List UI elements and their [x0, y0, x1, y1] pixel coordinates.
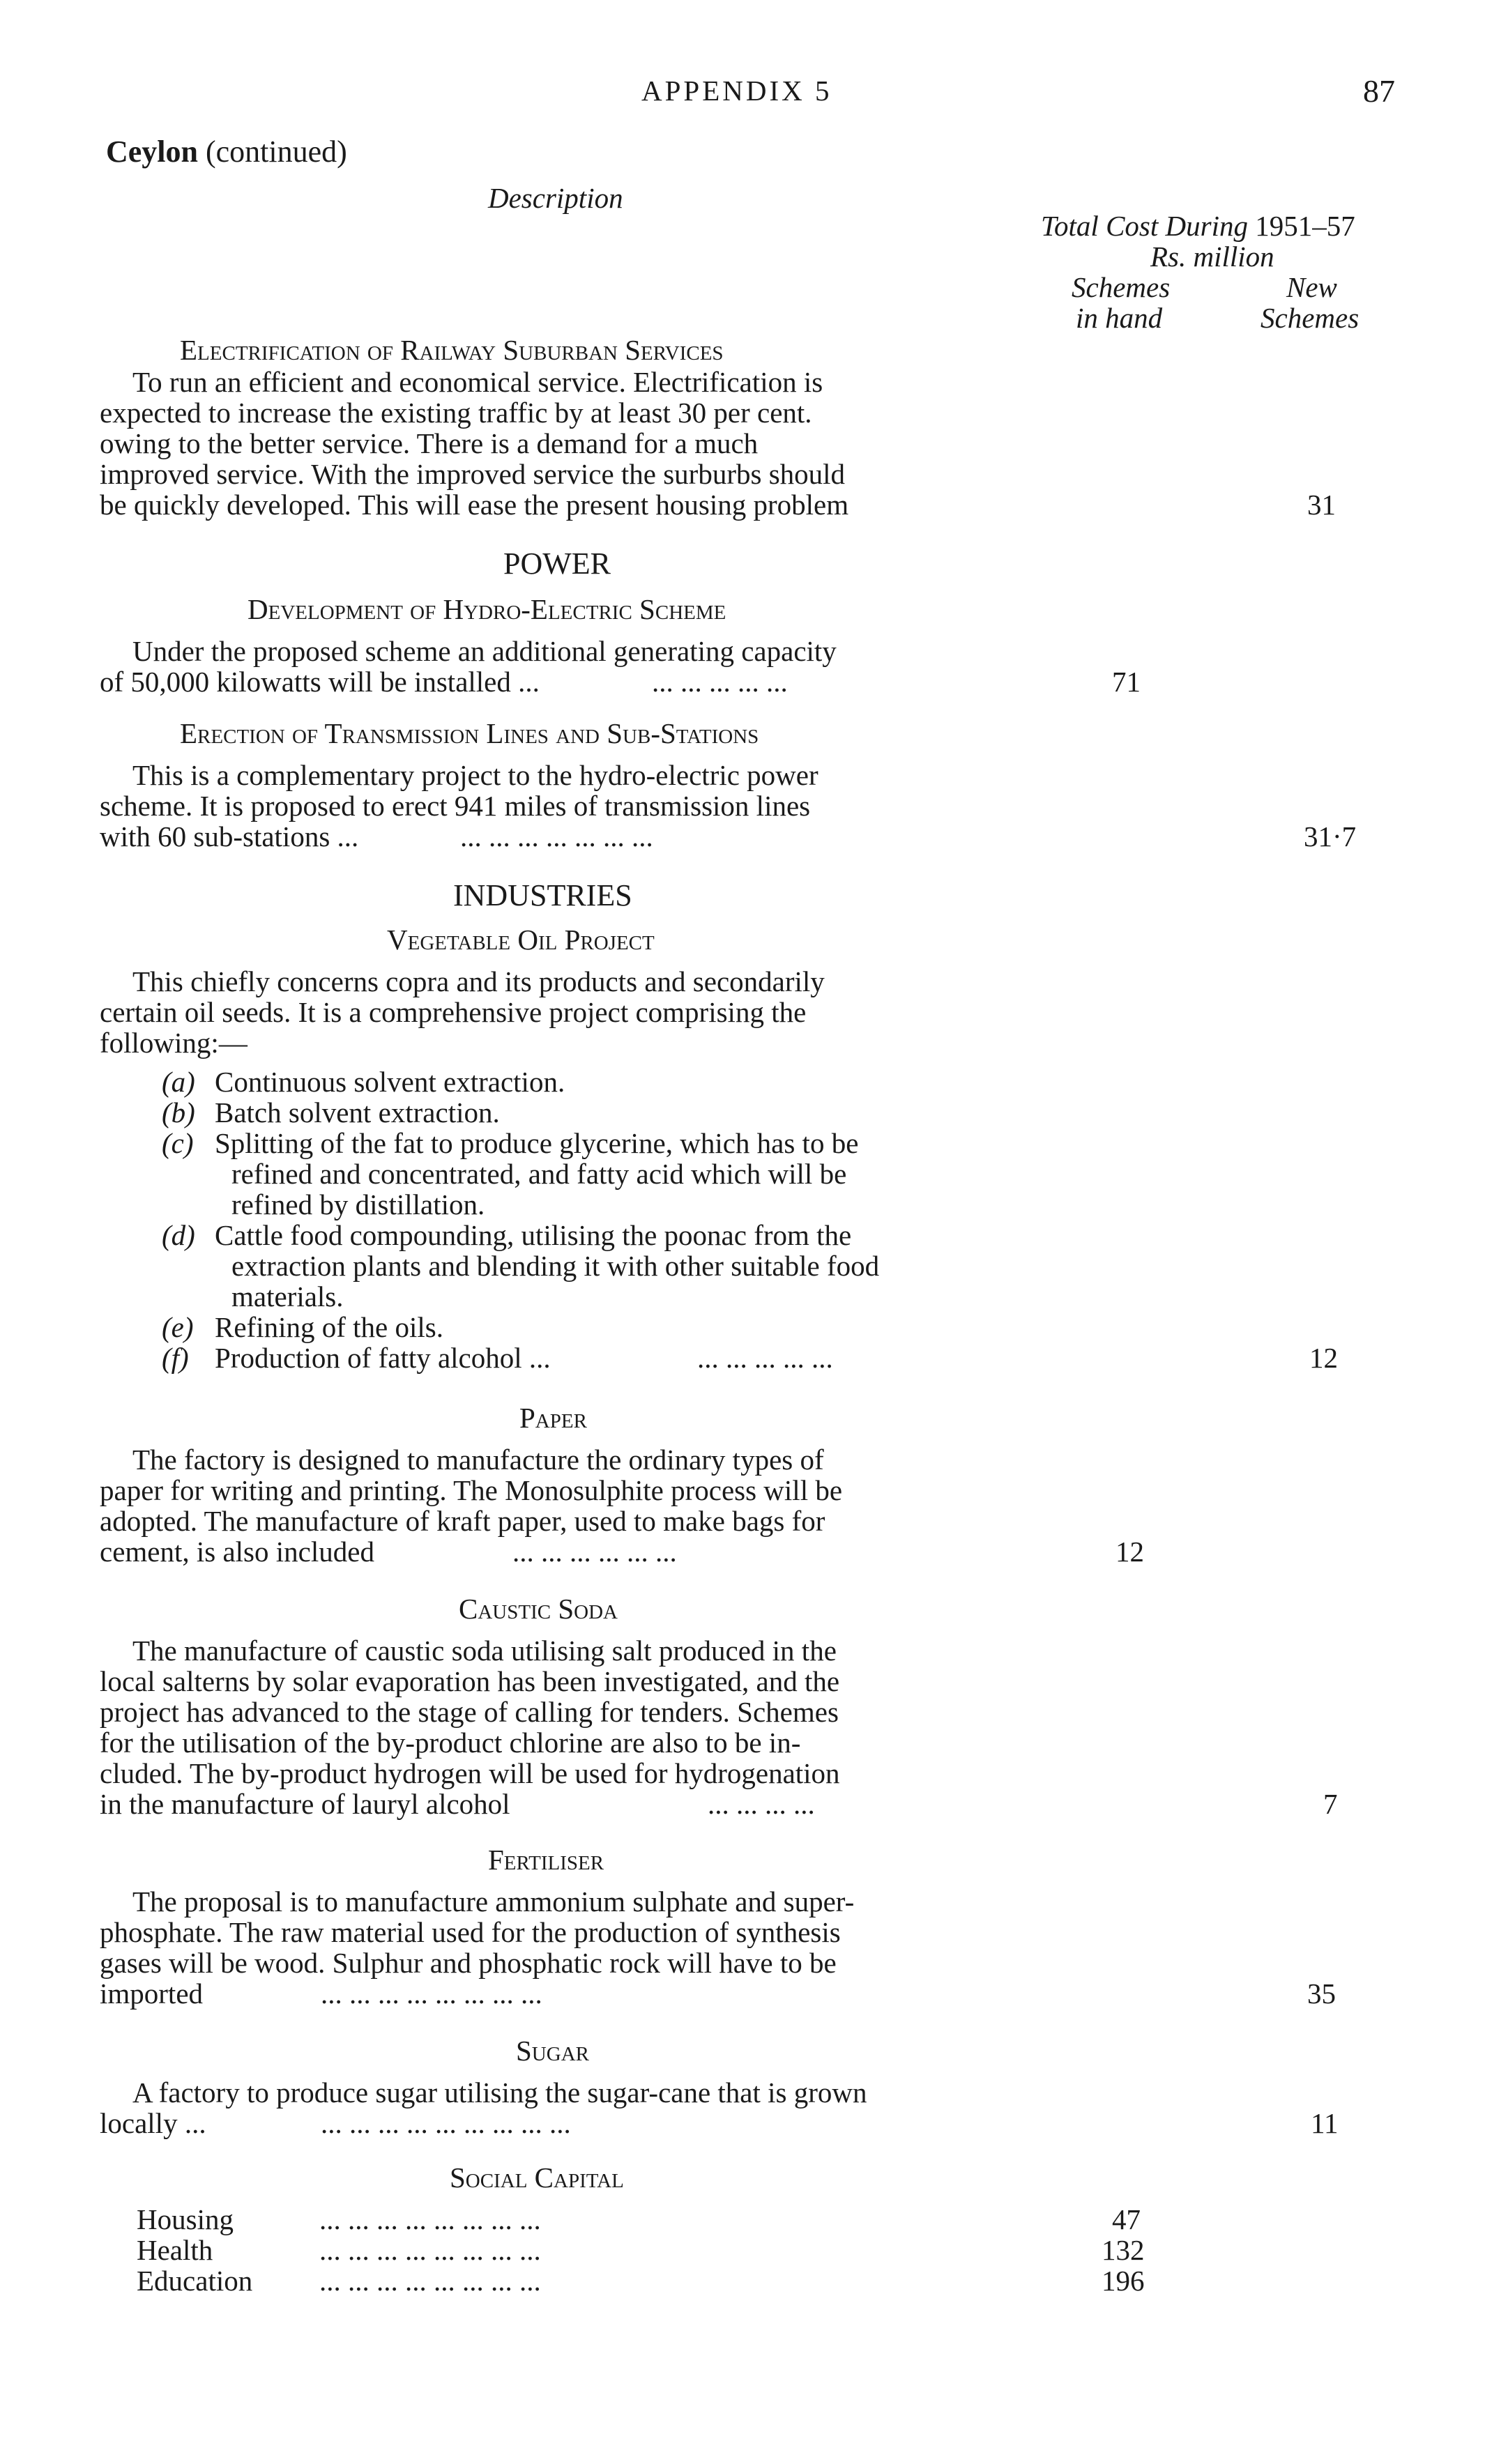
col-new-label: New — [1286, 271, 1337, 303]
col-schemes-new-label: Schemes — [1261, 302, 1360, 334]
hydro-leader-dots: ... ... ... ... ... — [652, 666, 788, 698]
social-row-label-housing: Housing — [137, 2203, 234, 2235]
veg-item-d-line-3: materials. — [231, 1280, 344, 1313]
veg-item-d-line-1: Cattle food compounding, utilising the poonac from the — [215, 1219, 852, 1251]
veg-item-label-f: (f) — [162, 1342, 189, 1374]
power-title: POWER — [503, 546, 611, 581]
trans-new-value: 31·7 — [1304, 820, 1357, 852]
veg-item-label-a: (a) — [162, 1066, 195, 1098]
caustic-line-2: local salterns by solar evaporation has been investigated, and the — [100, 1665, 840, 1697]
fert-new-value: 35 — [1307, 1977, 1336, 2010]
hydro-line-2: of 50,000 kilowatts will be installed ... — [100, 666, 540, 698]
veg-item-label-b: (b) — [162, 1096, 195, 1128]
page-number: 87 — [1363, 73, 1395, 109]
fert-line-3: gases will be wood. Sulphur and phosphatic rock will have to be — [100, 1947, 837, 1979]
veg-item-b-line-1: Batch solvent extraction. — [215, 1096, 500, 1128]
hydro-line-1: Under the proposed scheme an additional generating capacity — [132, 635, 837, 667]
sugar-new-value: 11 — [1311, 2107, 1339, 2139]
social-row-value-housing: 47 — [1112, 2203, 1141, 2235]
caustic-line-1: The manufacture of caustic soda utilising salt produced in the — [132, 1635, 837, 1667]
veg-item-d-line-2: extraction plants and blending it with other suitable food — [231, 1250, 880, 1282]
fertiliser-heading: Fertiliser — [488, 1844, 604, 1876]
caustic-line-6: in the manufacture of lauryl alcohol — [100, 1788, 510, 1820]
sugar-line-1: A factory to produce sugar utilising the sugar-cane that is grown — [132, 2076, 867, 2109]
caustic-line-4: for the utilisation of the by-product chlorine are also to be in- — [100, 1727, 801, 1759]
trans-leader-dots: ... ... ... ... ... ... ... — [460, 820, 653, 852]
social-row-dots-housing: ... ... ... ... ... ... ... ... — [319, 2203, 541, 2235]
social-row-dots-education: ... ... ... ... ... ... ... ... — [319, 2265, 541, 2297]
veg-item-c-line-2: refined and concentrated, and fatty acid which will be — [231, 1158, 847, 1190]
social-row-dots-health: ... ... ... ... ... ... ... ... — [319, 2234, 541, 2266]
trans-line-1: This is a complementary project to the hydro-electric power — [132, 759, 818, 791]
social-capital-heading: Social Capital — [450, 2161, 624, 2194]
industries-title: INDUSTRIES — [453, 878, 632, 912]
sugar-heading: Sugar — [516, 2035, 589, 2067]
veg-line-1: This chiefly concerns copra and its products and secondarily — [132, 965, 825, 997]
trans-line-2: scheme. It is proposed to erect 941 miles of transmission lines — [100, 790, 811, 822]
social-row-value-education: 196 — [1102, 2265, 1145, 2297]
caustic-new-value: 7 — [1323, 1788, 1338, 1820]
total-cost-heading — [1041, 211, 1355, 242]
fert-leader-dots: ... ... ... ... ... ... ... ... — [321, 1977, 542, 2010]
paper-heading: Paper — [519, 1402, 587, 1434]
caustic-line-5: cluded. The by-product hydrogen will be used for hydrogenation — [100, 1757, 840, 1789]
veg-leader-dots: ... ... ... ... ... — [697, 1342, 833, 1374]
section-title — [106, 134, 347, 169]
column-description: Description — [488, 182, 623, 214]
total-cost-label: Total Cost During — [1041, 210, 1248, 242]
col-schemes-label: Schemes — [1072, 271, 1171, 303]
caustic-heading: Caustic Soda — [459, 1593, 618, 1625]
rail-new-value: 31 — [1307, 489, 1336, 521]
veg-item-a-line-1: Continuous solvent extraction. — [215, 1066, 565, 1098]
veg-item-label-e: (e) — [162, 1311, 194, 1343]
veg-line-2: certain oil seeds. It is a comprehensive project comprising the — [100, 996, 807, 1028]
col-in-hand-label: in hand — [1076, 302, 1163, 334]
paper-line-3: adopted. The manufacture of kraft paper, used to make bags for — [100, 1505, 825, 1537]
paper-line-2: paper for writing and printing. The Monosulphite process will be — [100, 1474, 843, 1506]
hydro-in-hand-value: 71 — [1112, 666, 1141, 698]
caustic-leader-dots: ... ... ... ... — [708, 1788, 815, 1820]
trans-line-3: with 60 sub-stations ... — [100, 820, 359, 852]
veg-new-value: 12 — [1309, 1342, 1338, 1374]
paper-leader-dots: ... ... ... ... ... ... — [512, 1536, 677, 1568]
social-row-label-health: Health — [137, 2234, 213, 2266]
rail-line-4: improved service. With the improved service the surburbs should — [100, 458, 846, 490]
rail-heading: Electrification of Railway Suburban Services — [180, 334, 724, 366]
rail-line-1: To run an efficient and economical service. Electrification is — [132, 366, 823, 398]
fert-line-4: imported — [100, 1977, 204, 2010]
veg-item-e-line-1: Refining of the oils. — [215, 1311, 443, 1343]
veg-item-label-d: (d) — [162, 1219, 195, 1251]
hydro-heading: Development of Hydro-Electric Scheme — [247, 593, 726, 625]
veg-item-f-line-1: Production of fatty alcohol ... — [215, 1342, 551, 1374]
fert-line-1: The proposal is to manufacture ammonium sulphate and super- — [132, 1885, 855, 1918]
rail-line-5: be quickly developed. This will ease the present housing problem — [100, 489, 849, 521]
veg-oil-heading: Vegetable Oil Project — [387, 924, 655, 956]
fert-line-2: phosphate. The raw material used for the production of synthesis — [100, 1916, 841, 1948]
section-name: Ceylon — [106, 135, 198, 169]
sugar-line-2: locally ... — [100, 2107, 206, 2139]
social-row-label-education: Education — [137, 2265, 253, 2297]
sugar-leader-dots: ... ... ... ... ... ... ... ... ... — [321, 2107, 571, 2139]
veg-item-c-line-3: refined by distillation. — [231, 1188, 485, 1220]
paper-line-4: cement, is also included — [100, 1536, 374, 1568]
paper-in-hand-value: 12 — [1115, 1536, 1144, 1568]
transmission-heading: Erection of Transmission Lines and Sub-Stations — [180, 717, 759, 749]
rail-line-3: owing to the better service. There is a demand for a much — [100, 427, 759, 459]
veg-line-3: following:— — [100, 1027, 247, 1059]
running-title: APPENDIX 5 — [641, 75, 832, 107]
social-row-value-health: 132 — [1102, 2234, 1145, 2266]
paper-line-1: The factory is designed to manufacture the ordinary types of — [132, 1444, 824, 1476]
total-cost-years: 1951–57 — [1255, 210, 1355, 242]
caustic-line-3: project has advanced to the stage of calling for tenders. Schemes — [100, 1696, 839, 1728]
veg-item-label-c: (c) — [162, 1127, 194, 1159]
rail-line-2: expected to increase the existing traffic by at least 30 per cent. — [100, 397, 812, 429]
units-label: Rs. million — [1150, 240, 1274, 273]
section-suffix: (continued) — [198, 135, 347, 169]
veg-item-c-line-1: Splitting of the fat to produce glycerine, which has to be — [215, 1127, 859, 1159]
